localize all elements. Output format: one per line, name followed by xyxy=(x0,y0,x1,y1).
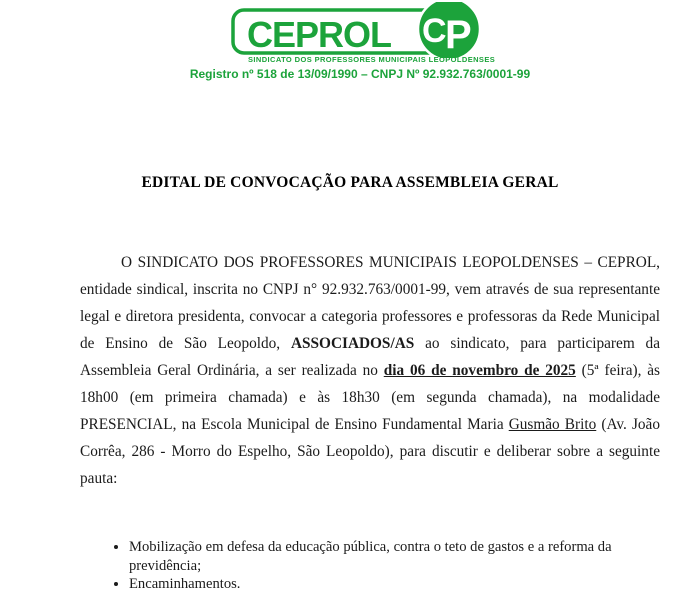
agenda-item: • Encaminhamentos. xyxy=(129,575,634,594)
paragraph-segment: ASSOCIADOS/AS xyxy=(290,335,415,352)
paragraph-segment: ao sindicato, para participarem da Assembleia Geral Ordinária, a ser realizada no xyxy=(80,335,660,379)
paragraph-segment: Gusmão Brito xyxy=(508,416,597,433)
svg-text:C: C xyxy=(422,12,447,50)
body-paragraph xyxy=(80,249,660,492)
paragraph-segment: O SINDICATO DOS PROFESSORES MUNICIPAIS LEOPOLDENSES – CEPROL, entidade sindical, inscrita no CNPJ n° 92.932.763/0001-99, vem através de sua representante legal e diretora presidenta, convocar a categoria professores e professoras da Rede Municipal de Ensino de São Leopoldo, xyxy=(80,254,660,352)
document-title: EDITAL DE CONVOCAÇÃO PARA ASSEMBLEIA GERAL xyxy=(141,174,559,191)
paragraph-segment: dia 06 de novembro de 2025 xyxy=(383,362,576,379)
agenda-list xyxy=(80,538,634,594)
letterhead xyxy=(0,0,700,81)
cp-monogram-icon xyxy=(418,2,480,58)
svg-text:P: P xyxy=(445,13,472,57)
union-name-subtitle: SINDICATO DOS PROFESSORES MUNICIPAIS LEOPOLDENSES xyxy=(248,55,496,64)
paragraph-segment: (5ª feira), às 18h00 (em primeira chamada) e às 18h30 (em segunda chamada), na modalidade PRESENCIAL, na Escola Municipal de Ensino Fundamental Maria xyxy=(80,362,660,433)
registration-line: Registro nº 518 de 13/09/1990 – CNPJ Nº 92.932.763/0001-99 xyxy=(189,67,531,81)
agenda-item: • Mobilização em defesa da educação pública, contra o teto de gastos e a reforma da previdência; xyxy=(129,538,634,575)
ceprol-logo xyxy=(230,2,496,64)
logo-wordmark: CEPROL xyxy=(247,14,392,55)
ceprol-logo-mark xyxy=(230,2,482,58)
paragraph-segment: (Av. João Corrêa, 286 - Morro do Espelho, São Leopoldo), para discutir e deliberar sobre a seguinte pauta: xyxy=(80,416,660,487)
